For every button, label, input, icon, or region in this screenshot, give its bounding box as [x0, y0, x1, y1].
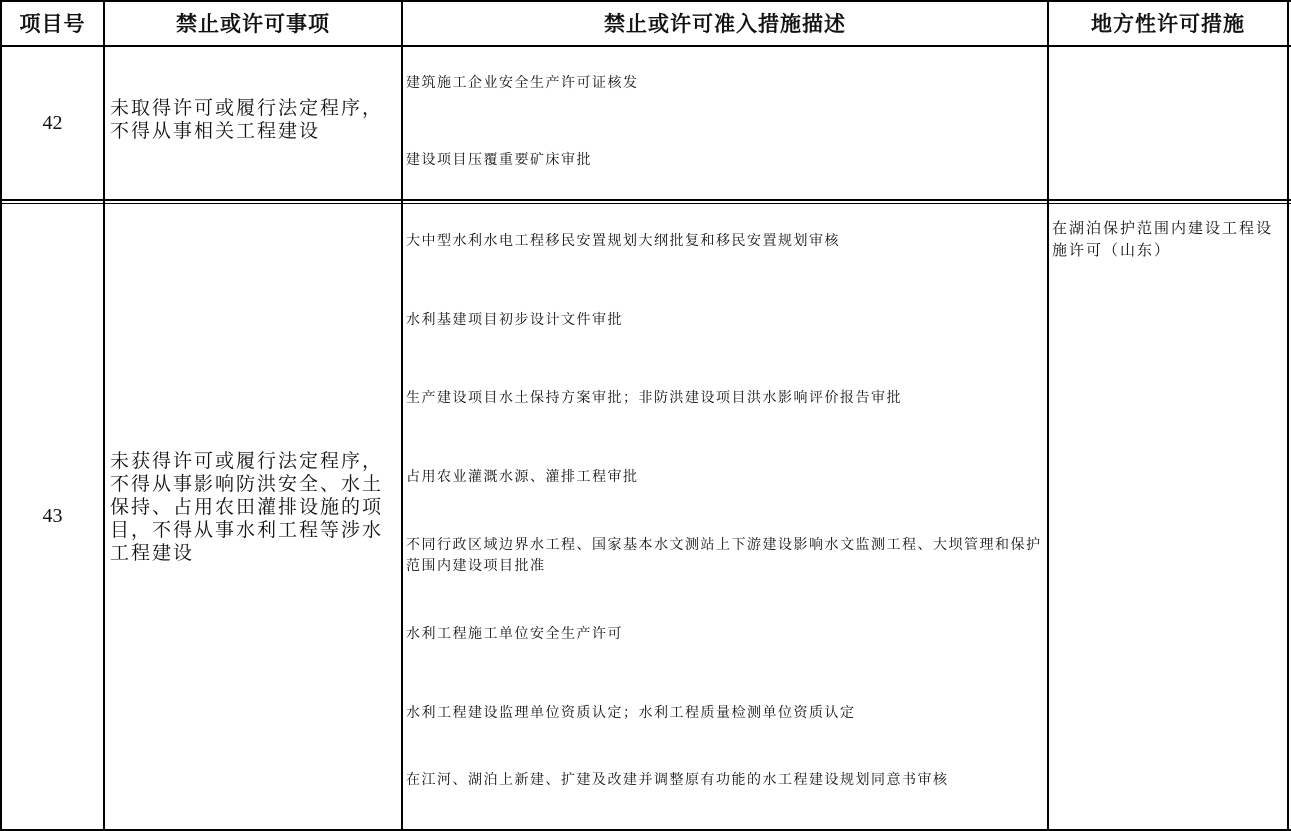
header-local-measure: 地方性许可措施 — [1091, 12, 1245, 36]
measure-item: 不同行政区域边界水工程、国家基本水文测站上下游建设影响水文监测工程、大坝管理和保护范围内建设项目批准 — [406, 537, 1042, 574]
row-item-number: 42 — [42, 111, 63, 134]
row-42-43-separator — [0, 203, 1291, 204]
measure-item: 水利工程施工单位安全生产许可 — [406, 626, 623, 642]
measure-item: 建筑施工企业安全生产许可证核发 — [406, 75, 639, 91]
header-item-no: 项目号 — [19, 12, 86, 36]
header-description: 禁止或许可准入措施描述 — [604, 12, 846, 36]
row-item-number: 43 — [42, 505, 63, 527]
row-local-measure: 在湖泊保护范围内建设工程设施许可（山东） — [1052, 219, 1274, 259]
row-matter-text: 未获得许可或履行法定程序，不得从事影响防洪安全、水土保持、占用农田灌排设施的项目，不得从事水利工程等涉水工程建设 — [110, 450, 384, 564]
col-border-2 — [401, 0, 403, 831]
measure-item: 建设项目压覆重要矿床审批 — [406, 152, 592, 168]
row-matter-text: 未取得许可或履行法定程序，不得从事相关工程建设 — [110, 97, 384, 142]
measure-item: 水利工程建设监理单位资质认定；水利工程质量检测单位资质认定 — [406, 705, 856, 721]
measure-item: 占用农业灌溉水源、灌排工程审批 — [406, 469, 639, 485]
measure-item: 生产建设项目水土保持方案审批；非防洪建设项目洪水影响评价报告审批 — [406, 390, 902, 406]
col-border-3 — [1047, 0, 1049, 831]
col-border-right — [1287, 0, 1289, 831]
measure-item: 大中型水利水电工程移民安置规划大纲批复和移民安置规划审核 — [406, 233, 840, 249]
measure-item: 水利基建项目初步设计文件审批 — [406, 312, 623, 328]
row-42-bottom-border — [0, 199, 1291, 201]
header-matter: 禁止或许可事项 — [176, 12, 330, 36]
measure-item: 在江河、湖泊上新建、扩建及改建并调整原有功能的水工程建设规划同意书审核 — [406, 772, 949, 788]
